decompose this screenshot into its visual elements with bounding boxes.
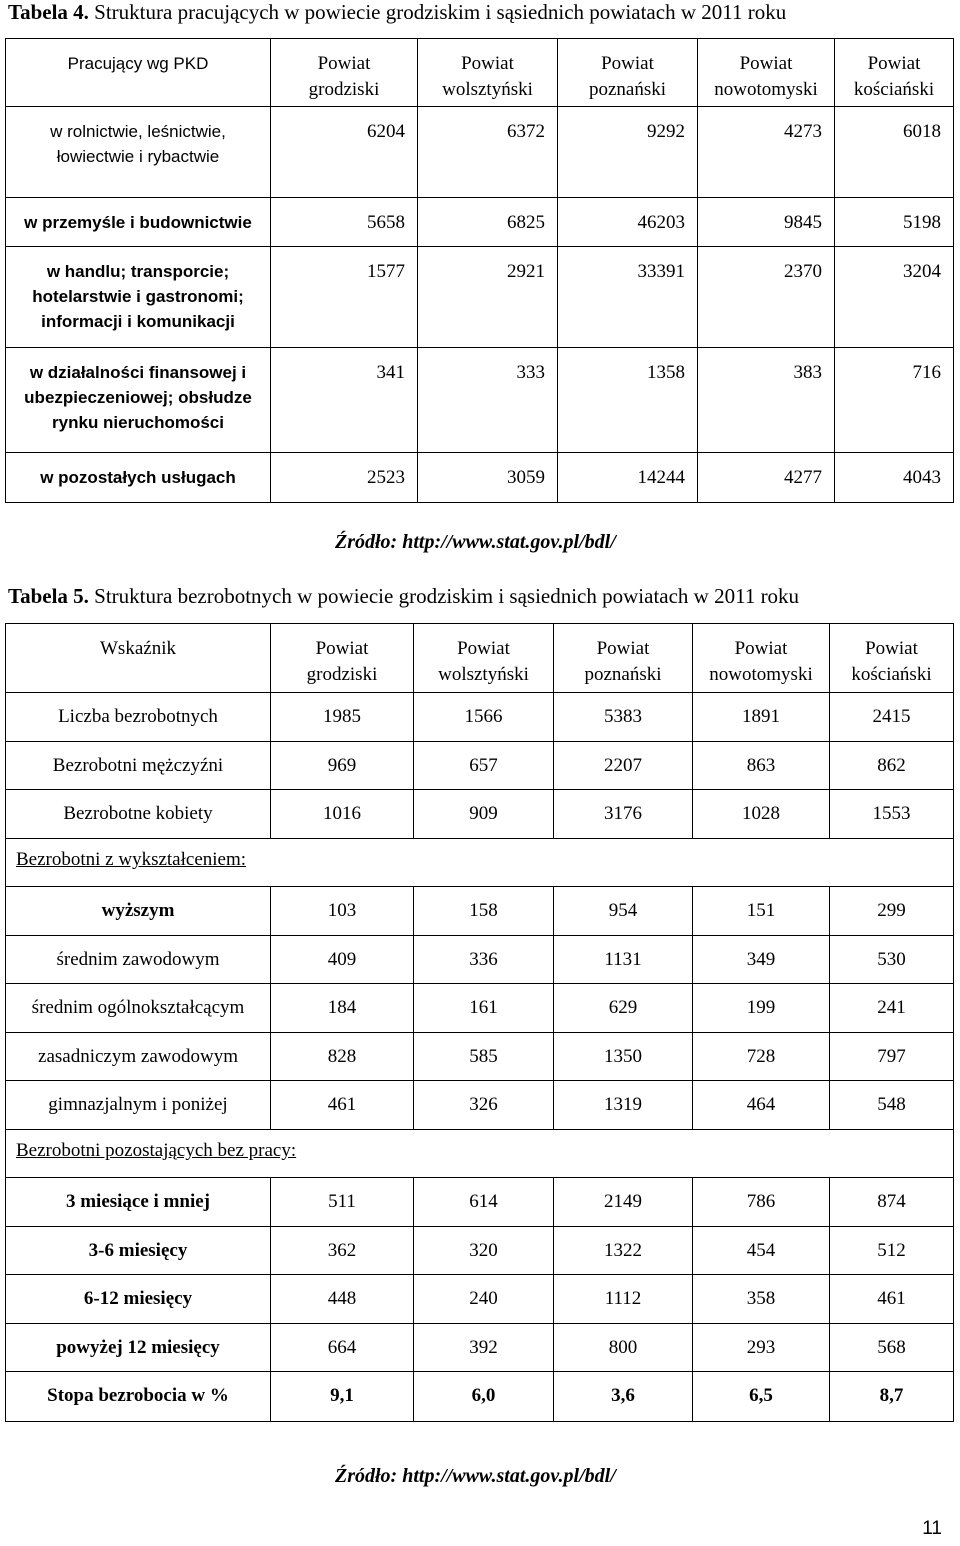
cell-value: 1566 [414,693,554,742]
cell-value: 6825 [418,198,558,247]
cell-value: 161 [414,984,554,1033]
cell-value: 1350 [554,1033,693,1081]
cell-value: 158 [414,887,554,936]
cell-value: 1358 [558,348,698,453]
cell-value: 3204 [835,247,954,348]
cell-value: 326 [414,1081,554,1130]
cell-value: 184 [271,984,414,1033]
cell-value: 664 [271,1324,414,1372]
table4-col-header: Powiat grodziski [271,39,418,107]
table-row [6,1372,954,1422]
cell-value: 349 [693,936,830,984]
cell-value: 828 [271,1033,414,1081]
cell-value: 4273 [698,107,835,198]
section-header-education [6,839,954,887]
cell-value: 33391 [558,247,698,348]
table-row [6,693,954,742]
table-row [6,198,954,247]
table5-col-header: Powiat nowotomyski [693,624,830,693]
cell-value: 511 [271,1178,414,1227]
cell-value: 909 [414,790,554,839]
cell-value: 151 [693,887,830,936]
table-row [6,742,954,790]
table4 [5,38,954,503]
row-label: średnim zawodowym [6,936,271,984]
cell-value: 46203 [558,198,698,247]
cell-value: 461 [271,1081,414,1130]
row-label: wyższym [6,887,271,936]
table-row [6,1275,954,1324]
cell-value: 6,5 [693,1372,830,1422]
cell-value: 383 [698,348,835,453]
table-row [6,1227,954,1275]
cell-value: 797 [830,1033,954,1081]
cell-value: 512 [830,1227,954,1275]
cell-value: 2415 [830,693,954,742]
cell-value: 3059 [418,453,558,503]
page-number: 11 [922,1518,942,1539]
cell-value: 2523 [271,453,418,503]
cell-value: 341 [271,348,418,453]
cell-value: 8,7 [830,1372,954,1422]
row-label: Bezrobotni mężczyźni [6,742,271,790]
table5-col-header: Powiat wolsztyński [414,624,554,693]
cell-value: 1891 [693,693,830,742]
table-row [6,247,954,348]
cell-value: 1028 [693,790,830,839]
cell-value: 629 [554,984,693,1033]
table5-caption-text: Struktura bezrobotnych w powiecie grodziskim i sąsiednich powiatach w 2011 roku [94,584,800,608]
cell-value: 9845 [698,198,835,247]
cell-value: 1322 [554,1227,693,1275]
cell-value: 4277 [698,453,835,503]
table-row [6,453,954,503]
cell-value: 728 [693,1033,830,1081]
cell-value: 358 [693,1275,830,1324]
cell-value: 362 [271,1227,414,1275]
cell-value: 5383 [554,693,693,742]
cell-value: 548 [830,1081,954,1130]
cell-value: 4043 [835,453,954,503]
table5-source: Źródło: http://www.stat.gov.pl/bdl/ [335,1465,616,1487]
cell-value: 240 [414,1275,554,1324]
cell-value: 293 [693,1324,830,1372]
cell-value: 3,6 [554,1372,693,1422]
row-label: w pozostałych usługach [6,453,271,503]
table-row [6,1324,954,1372]
table-row [6,887,954,936]
cell-value: 800 [554,1324,693,1372]
table5 [5,623,954,1422]
table5-header-row [6,624,954,693]
table4-header-first: Pracujący wg PKD [6,39,271,107]
cell-value: 2370 [698,247,835,348]
cell-value: 409 [271,936,414,984]
row-label: w przemyśle i budownictwie [6,198,271,247]
row-label: Stopa bezrobocia w % [6,1372,271,1422]
cell-value: 5198 [835,198,954,247]
cell-value: 716 [835,348,954,453]
cell-value: 6204 [271,107,418,198]
table-row [6,790,954,839]
cell-value: 874 [830,1178,954,1227]
cell-value: 9292 [558,107,698,198]
table4-col-header: Powiat kościański [835,39,954,107]
cell-value: 448 [271,1275,414,1324]
cell-value: 614 [414,1178,554,1227]
row-label: w handlu; transporcie; hotelarstwie i gastronomi; informacji i komunikacji [6,247,271,348]
cell-value: 9,1 [271,1372,414,1422]
table4-caption [8,0,786,25]
section-row [6,1130,954,1178]
table4-col-header: Powiat poznański [558,39,698,107]
cell-value: 2207 [554,742,693,790]
cell-value: 6,0 [414,1372,554,1422]
cell-value: 336 [414,936,554,984]
cell-value: 199 [693,984,830,1033]
cell-value: 1319 [554,1081,693,1130]
cell-value: 969 [271,742,414,790]
section-row [6,839,954,887]
cell-value: 6372 [418,107,558,198]
table4-source: Źródło: http://www.stat.gov.pl/bdl/ [335,531,616,553]
cell-value: 320 [414,1227,554,1275]
table5-col-header: Powiat poznański [554,624,693,693]
cell-value: 786 [693,1178,830,1227]
row-label: 3-6 miesięcy [6,1227,271,1275]
table-row [6,107,954,198]
cell-value: 5658 [271,198,418,247]
table5-caption [8,584,799,609]
cell-value: 333 [418,348,558,453]
table-row [6,984,954,1033]
table5-caption-label: Tabela 5. [8,584,89,608]
section-header-duration [6,1130,954,1178]
table-row [6,1033,954,1081]
table-row [6,936,954,984]
table-row [6,1081,954,1130]
table4-header-row [6,39,954,107]
cell-value: 954 [554,887,693,936]
section-label: Bezrobotni z wykształceniem: [16,849,247,870]
table-row [6,1178,954,1227]
section-label: Bezrobotni pozostających bez pracy: [16,1140,297,1161]
cell-value: 1112 [554,1275,693,1324]
table5-col-header: Powiat kościański [830,624,954,693]
row-label: w rolnictwie, leśnictwie, łowiectwie i rybactwie [6,107,271,198]
cell-value: 1553 [830,790,954,839]
cell-value: 585 [414,1033,554,1081]
cell-value: 1985 [271,693,414,742]
row-label: średnim ogólnokształcącym [6,984,271,1033]
cell-value: 103 [271,887,414,936]
cell-value: 657 [414,742,554,790]
row-label: zasadniczym zawodowym [6,1033,271,1081]
table5-header-first: Wskaźnik [6,624,271,693]
cell-value: 14244 [558,453,698,503]
table4-caption-text: Struktura pracujących w powiecie grodziskim i sąsiednich powiatach w 2011 roku [94,0,787,24]
cell-value: 464 [693,1081,830,1130]
cell-value: 3176 [554,790,693,839]
cell-value: 2149 [554,1178,693,1227]
cell-value: 1577 [271,247,418,348]
table4-col-header: Powiat wolsztyński [418,39,558,107]
cell-value: 530 [830,936,954,984]
cell-value: 568 [830,1324,954,1372]
cell-value: 392 [414,1324,554,1372]
row-label: powyżej 12 miesięcy [6,1324,271,1372]
row-label: gimnazjalnym i poniżej [6,1081,271,1130]
cell-value: 2921 [418,247,558,348]
cell-value: 454 [693,1227,830,1275]
row-label: w działalności finansowej i ubezpieczeniowej; obsłudze rynku nieruchomości [6,348,271,453]
cell-value: 862 [830,742,954,790]
row-label: Bezrobotne kobiety [6,790,271,839]
table5-col-header: Powiat grodziski [271,624,414,693]
cell-value: 241 [830,984,954,1033]
table4-col-header: Powiat nowotomyski [698,39,835,107]
row-label: Liczba bezrobotnych [6,693,271,742]
table-row [6,348,954,453]
row-label: 6-12 miesięcy [6,1275,271,1324]
cell-value: 6018 [835,107,954,198]
cell-value: 863 [693,742,830,790]
table4-caption-label: Tabela 4. [8,0,89,24]
cell-value: 1016 [271,790,414,839]
cell-value: 1131 [554,936,693,984]
cell-value: 299 [830,887,954,936]
cell-value: 461 [830,1275,954,1324]
row-label: 3 miesiące i mniej [6,1178,271,1227]
